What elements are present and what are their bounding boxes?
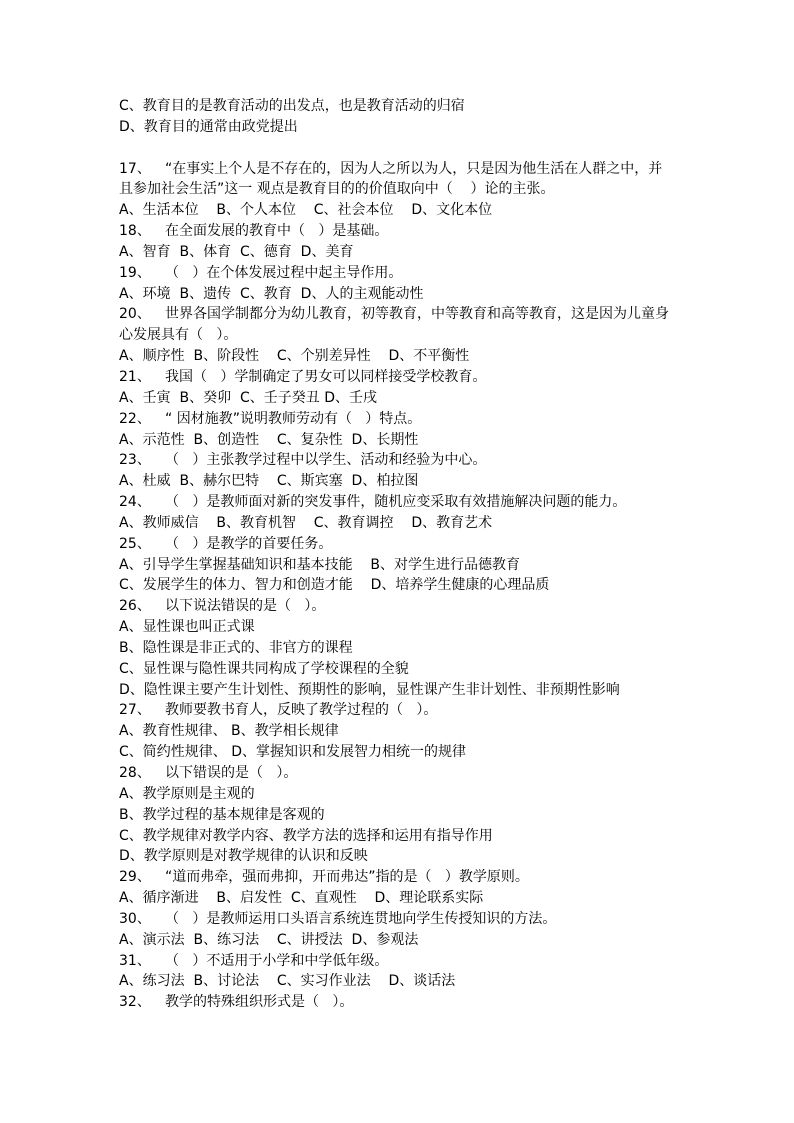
question-stem [119,159,689,180]
question-stem-text: （ ）是教师运用口头语言系统连贯地向学生传授知识的方法。 [165,910,557,927]
option-line: A、教学原则是主观的 [119,785,255,802]
question-stem-text: 以下错误的是（ ）。 [165,765,298,781]
option-line: A、杜威 B、赫尔巴特 C、斯宾塞 D、柏拉图 [119,473,419,490]
question-number: 21、 [119,368,151,385]
option-line: A、顺序性 B、阶段性 C、个别差异性 D、不平衡性 [119,348,470,365]
option-line: B、隐性课是非正式的、非官方的课程 [119,639,353,656]
question-stem [119,409,689,430]
question-stem [119,596,689,617]
option-line: A、显性课也叫正式课 [119,619,255,636]
question-stem [119,367,689,388]
question-stem-text: “在事实上个人是不存在的，因为人之所以为人，只是因为他生活在人群之中，并 [165,160,663,177]
option-line: A、引导学生掌握基础知识和基本技能 B、对学生进行品德教育 [119,556,520,573]
option-line: A、教师威信 B、教育机智 C、教育调控 D、教育艺术 [119,514,493,531]
option-line: B、教学过程的基本规律是客观的 [119,806,325,823]
question-number: 28、 [119,765,151,781]
question-number: 23、 [119,452,151,469]
option-line: A、环境 B、遗传 C、教育 D、人的主观能动性 [119,285,424,302]
question-stem [119,867,689,888]
question-stem [119,492,689,513]
question-stem-text: 教师要教书育人，反映了教学过程的（ ）。 [165,702,438,719]
question-stem-text: （ ）主张教学过程中以学生、活动和经验为中心。 [165,452,487,469]
option-line: A、练习法 B、讨论法 C、实习作业法 D、谈话法 [119,973,456,990]
question-number: 31、 [119,952,151,969]
question-number: 30、 [119,910,151,927]
option-line: C、教学规律对教学内容、教学方法的选择和运用有指导作用 [119,827,493,844]
question-stem-text: 世界各国学制都分为幼儿教育，初等教育，中等教育和高等教育，这是因为儿童身 [165,306,669,323]
question-number: 26、 [119,598,151,615]
option-line: C、发展学生的体力、智力和创造才能 D、培养学生健康的心理品质 [119,577,550,594]
question-stem-text: （ ）不适用于小学和中学低年级。 [165,952,389,969]
option-line: A、示范性 B、创造性 C、复杂性 D、长期性 [119,431,419,448]
option-line: A、演示法 B、练习法 C、讲授法 D、参观法 [119,931,419,948]
question-stem [119,450,689,471]
question-number: 18、 [119,223,151,240]
option-line: D、隐性课主要产生计划性、预期性的影响，显性课产生非计划性、非预期性影响 [119,681,620,698]
question-stem [119,534,689,555]
document-page [119,96,689,1013]
option-line: A、生活本位 B、个人本位 C、社会本位 D、文化本位 [119,202,493,219]
option-line: C、显性课与隐性课共同构成了学校课程的全貌 [119,660,409,677]
question-number: 32、 [119,994,151,1011]
question-number: 27、 [119,702,151,719]
question-stem [119,304,689,325]
option-line: A、智育 B、体育 C、德育 D、美育 [119,243,354,260]
question-number: 25、 [119,535,151,552]
question-stem-text: “道而弗牵，强而弗抑，开而弗达”指的是（ ）教学原则。 [165,869,529,886]
question-number: 20、 [119,306,151,323]
option-line: A、循序渐进 B、启发性 C、直观性 D、理论联系实际 [119,890,484,907]
question-stem [119,263,689,284]
question-stem-text: 在全面发展的教育中（ ）是基础。 [165,223,389,240]
question-stem [119,221,689,242]
option-line: D、教育目的通常由政党提出 [119,118,298,135]
question-number: 17、 [119,160,151,177]
question-stem: 且参加社会生活”这一 观点是教育目的的价值取向中（ ）论的主张。 [119,181,555,198]
question-stem [119,992,689,1013]
question-stem-text: 我国（ ）学制确定了男女可以同样接受学校教育。 [165,368,487,385]
option-line: A、教育性规律、 B、教学相长规律 [119,723,339,740]
option-line: D、教学原则是对教学规律的认识和反映 [119,848,368,865]
question-number: 22、 [119,410,151,427]
question-stem [119,909,689,930]
question-stem [119,951,689,972]
blank-line [119,138,689,159]
question-stem-text: 教学的特殊组织形式是（ ）。 [165,994,354,1011]
question-stem: 心发展具有（ ）。 [119,327,238,344]
question-number: 24、 [119,494,151,511]
question-stem-text: “ 因材施教”说明教师劳动有（ ）特点。 [165,410,422,427]
question-stem-text: 以下说法错误的是（ ）。 [165,598,326,615]
question-number: 19、 [119,264,151,281]
question-stem-text: （ ）是教学的首要任务。 [165,535,333,552]
option-line: C、简约性规律、 D、掌握知识和发展智力相统一的规律 [119,744,467,761]
option-line: C、教育目的是教育活动的出发点，也是教育活动的归宿 [119,98,465,114]
question-stem [119,763,689,784]
option-line: A、壬寅 B、癸卯 C、壬子癸丑 D、壬戌 [119,389,377,406]
question-stem-text: （ ）是教师面对新的突发事件，随机应变采取有效措施解决问题的能力。 [165,494,627,511]
question-stem [119,700,689,721]
question-number: 29、 [119,869,151,886]
question-stem-text: （ ）在个体发展过程中起主导作用。 [165,264,403,281]
